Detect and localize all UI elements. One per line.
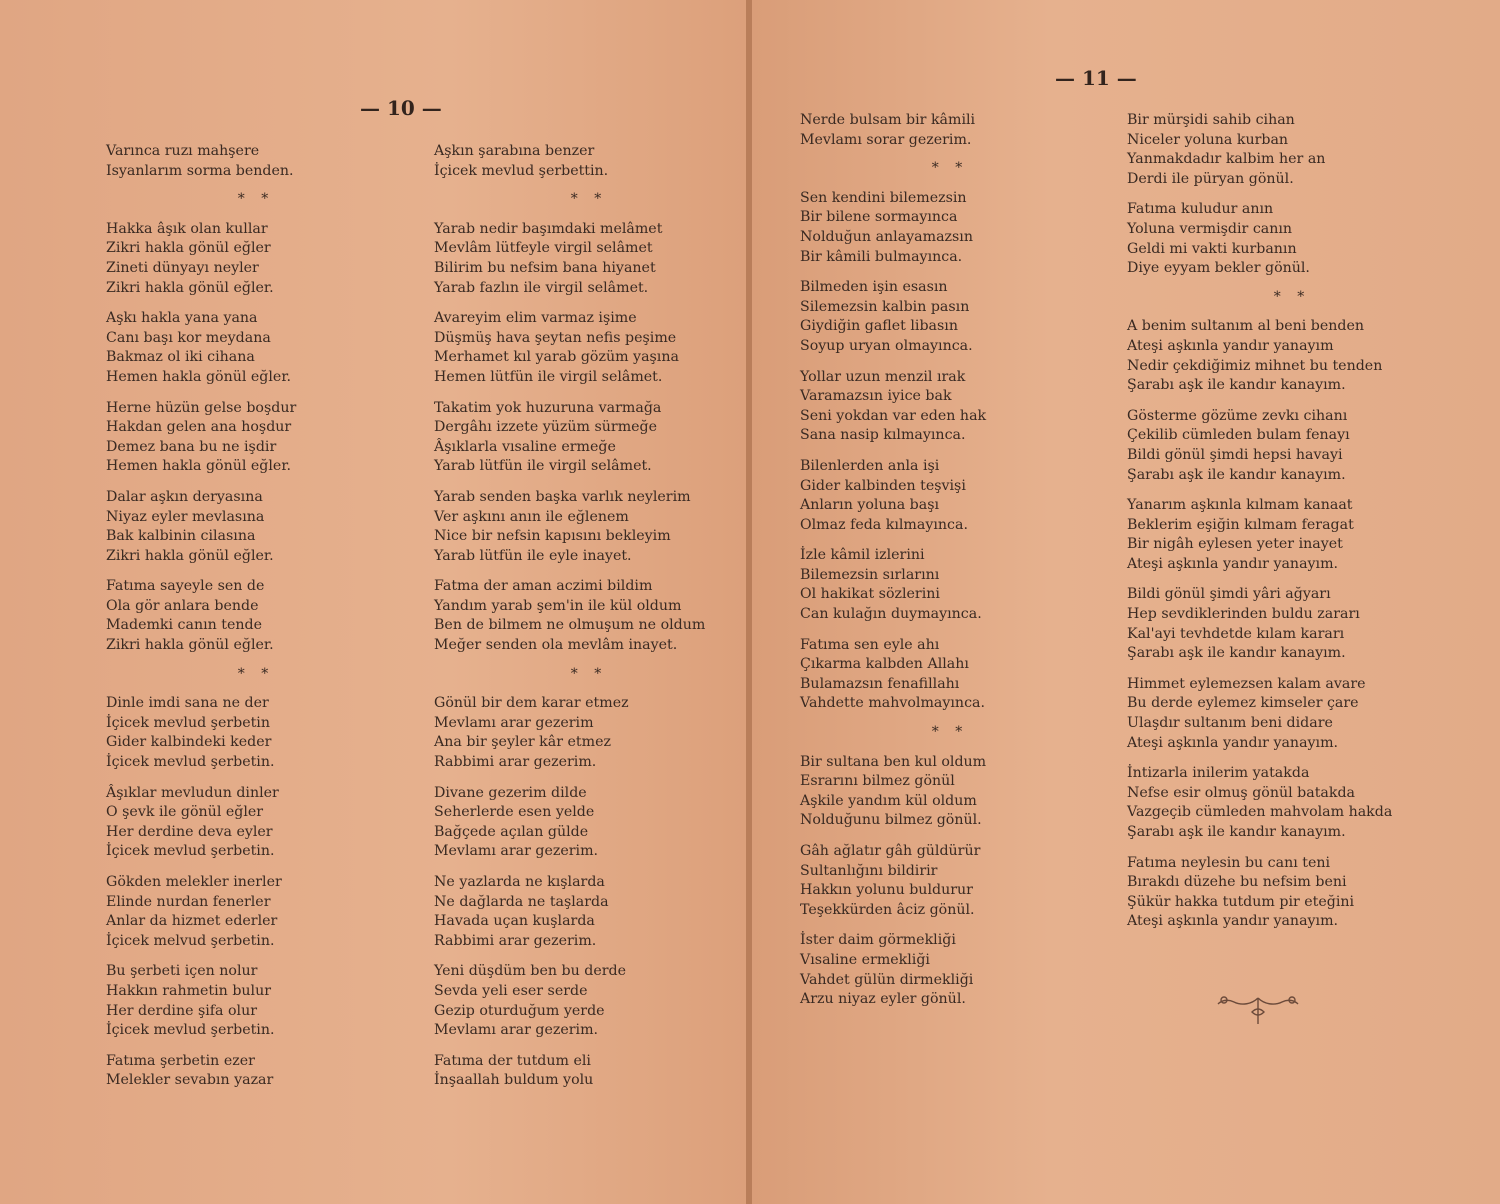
verse-line: Ulaşdır sultanım beni didare — [1127, 715, 1333, 732]
verse-line: Zikri hakla gönül eğler. — [106, 637, 274, 654]
left-page-column-1 — [106, 142, 406, 1102]
stanza-separator: * * — [931, 160, 969, 177]
verse-line: İçicek mevlud şerbetin. — [106, 843, 275, 860]
verse-line: Nedir çekdiğimiz mihnet bu tenden — [1127, 357, 1383, 374]
verse-line: Esrarını bilmez gönül — [800, 773, 955, 790]
stanza — [434, 309, 744, 387]
verse-line: Nerde bulsam bir kâmili — [800, 112, 976, 128]
stanza — [106, 399, 406, 477]
stanza — [434, 399, 744, 477]
verse-line: Zikri hakla gönül eğler — [106, 240, 271, 257]
verse-line: Şarabı aşk ile kandır kanayım. — [1127, 824, 1346, 840]
verse-line: Aşkın şarabına benzer — [434, 143, 595, 159]
stanza — [106, 577, 406, 655]
verse-line: Yeni düşdüm ben bu derde — [434, 963, 626, 980]
verse-line: Takatim yok huzuruna varmağa — [434, 399, 662, 416]
stanza — [800, 636, 1100, 714]
right-page-column-1 — [800, 111, 1100, 1021]
verse-line: Hemen hakla gönül eğler. — [106, 368, 292, 385]
verse-line: A benim sultanım al beni benden — [1127, 318, 1365, 335]
verse-line: Şarabı aşk ile kandır kanayım. — [1127, 466, 1346, 483]
verse-line: Mevlamı arar gezerim. — [434, 1022, 599, 1039]
left-page-column-2 — [434, 142, 744, 1102]
verse-line: İster daim görmekliği — [800, 932, 956, 949]
verse-line: Düşmüş hava şeytan nefis peşime — [434, 329, 677, 346]
verse-line: Vahdette mahvolmayınca. — [800, 695, 985, 712]
verse-line: Yarab senden başka varlık neylerim — [434, 488, 691, 505]
verse-line: Her derdine deva eyler — [106, 823, 273, 840]
verse-line: Gezip oturduğum yerde — [434, 1002, 605, 1019]
verse-line: Vahdet gülün dirmekliği — [800, 971, 974, 988]
verse-line: Himmet eylemezsen kalam avare — [1127, 675, 1366, 692]
verse-line: Fatıma neylesin bu canı teni — [1127, 854, 1331, 871]
verse-line: İzle kâmil izlerini — [800, 547, 925, 564]
verse-line: Mevlâm lütfeyle virgil selâmet — [434, 240, 653, 257]
stanza — [800, 111, 1100, 150]
verse-line: Soyup uryan olmayınca. — [800, 337, 973, 354]
verse-line: Canı başı kor meydana — [106, 329, 271, 346]
stanza — [434, 694, 744, 772]
verse-line: Ben de bilmem ne olmuşum ne oldum — [434, 617, 706, 634]
verse-line: Şarabı aşk ile kandır kanayım. — [1127, 645, 1346, 662]
verse-line: Arzu niyaz eyler gönül. — [800, 991, 966, 1008]
verse-line: Bilirim bu nefsim bana hiyanet — [434, 259, 656, 276]
stanza — [1127, 496, 1457, 574]
stanza — [106, 1052, 406, 1091]
verse-line: Ateşi aşkınla yandır yanayım — [1127, 337, 1334, 354]
verse-line: Zikri hakla gönül eğler. — [106, 547, 274, 564]
stanza-separator: * * — [570, 191, 608, 208]
verse-line: Ver aşkını anın ile eğlenem — [434, 508, 629, 525]
verse-line: Derdi ile püryan gönül. — [1127, 170, 1294, 187]
verse-line: Seni yokdan var eden hak — [800, 407, 987, 424]
stanza — [800, 842, 1100, 920]
verse-line: Vısaline ermekliği — [800, 951, 930, 968]
verse-line: Can kulağın duymayınca. — [800, 606, 982, 623]
verse-line: Gökden melekler inerler — [106, 874, 282, 890]
verse-line: Zikri hakla gönül eğler. — [106, 279, 274, 296]
right-page-column-2 — [1127, 111, 1457, 943]
verse-line: Şükür hakka tutdum pir eteğini — [1127, 893, 1355, 910]
verse-line: Niyaz eyler mevlasına — [106, 508, 265, 525]
verse-line: Nefse esir olmuş gönül batakda — [1127, 784, 1355, 801]
page-number-left: — 10 — — [360, 96, 442, 120]
verse-line: Fatıma kuludur anın — [1127, 201, 1274, 218]
stanza — [800, 457, 1100, 535]
page-number-right: — 11 — — [1055, 66, 1137, 90]
verse-line: Ana bir şeyler kâr etmez — [434, 734, 611, 751]
verse-line: Dergâhı izzete yüzüm sürmeğe — [434, 419, 658, 436]
verse-line: Fatıma sen eyle ahı — [800, 636, 940, 653]
verse-line: Yarab lütfün ile virgil selâmet. — [434, 458, 652, 475]
verse-line: O şevk ile gönül eğler — [106, 804, 264, 821]
verse-line: Ola gör anlara bende — [106, 597, 259, 614]
verse-line: Ne dağlarda ne taşlarda — [434, 893, 609, 910]
verse-line: Bildi gönül şimdi yâri ağyarı — [1127, 586, 1331, 603]
verse-line: Yarab fazlın ile virgil selâmet. — [434, 279, 649, 296]
stanza — [106, 784, 406, 862]
verse-line: Rabbimi arar gezerim. — [434, 932, 597, 949]
verse-line: Âşıklarla vısaline ermeğe — [434, 438, 616, 455]
stanza-separator: * * — [1273, 288, 1311, 305]
stanza — [106, 962, 406, 1040]
verse-line: Silemezsin kalbin pasın — [800, 298, 970, 315]
verse-line: Anlar da hizmet ederler — [106, 913, 278, 930]
verse-line: Fatıma sayeyle sen de — [106, 578, 265, 595]
verse-line: Vazgeçib cümleden mahvolam hakda — [1127, 804, 1393, 821]
stanza — [434, 488, 744, 566]
verse-line: Meğer senden ola mevlâm inayet. — [434, 637, 678, 654]
verse-line: Zineti dünyayı neyler — [106, 259, 259, 276]
verse-line: Dalar aşkın deryasına — [106, 488, 263, 505]
stanza — [800, 189, 1100, 267]
verse-line: Sana nasip kılmayınca. — [800, 427, 966, 444]
verse-line: Seherlerde esen yelde — [434, 804, 595, 821]
stanza-separator: * * — [931, 724, 969, 741]
verse-line: Bir bilene sormayınca — [800, 209, 958, 226]
stanza — [1127, 317, 1457, 395]
verse-line: Ol hakikat sözlerini — [800, 586, 940, 603]
floral-ornament-icon — [1212, 990, 1304, 1030]
stanza — [106, 142, 406, 181]
stanza — [1127, 854, 1457, 932]
verse-line: Bir nigâh eylesen yeter inayet — [1127, 536, 1343, 553]
verse-line: Bilemezsin sırlarını — [800, 566, 940, 583]
verse-line: Gider kalbinden teşvişi — [800, 477, 966, 494]
verse-line: Yoluna vermişdir canın — [1127, 220, 1293, 237]
stanza — [800, 753, 1100, 831]
verse-line: Fatıma şerbetin ezer — [106, 1052, 255, 1069]
verse-line: Dinle imdi sana ne der — [106, 695, 269, 712]
verse-line: Merhamet kıl yarab gözüm yaşına — [434, 349, 679, 366]
verse-line: Varamazsın iyice bak — [800, 388, 952, 405]
verse-line: Teşekkürden âciz gönül. — [800, 901, 975, 918]
verse-line: Elinde nurdan fenerler — [106, 893, 271, 910]
verse-line: Bilmeden işin esasın — [800, 279, 948, 296]
verse-line: Havada uçan kuşlarda — [434, 913, 595, 930]
verse-line: Ateşi aşkınla yandır yanayım. — [1127, 555, 1339, 572]
verse-line: Hakdan gelen ana hoşdur — [106, 419, 292, 436]
verse-line: Fatıma der tutdum eli — [434, 1052, 591, 1069]
stanza — [106, 488, 406, 566]
verse-line: Hemen lütfün ile virgil selâmet. — [434, 368, 663, 385]
stanza — [106, 873, 406, 951]
verse-line: Sevda yeli eser serde — [434, 982, 588, 999]
stanza-separator: * * — [570, 665, 608, 682]
verse-line: Âşıklar mevludun dinler — [106, 784, 279, 801]
verse-line: Niceler yoluna kurban — [1127, 131, 1289, 148]
verse-line: Rabbimi arar gezerim. — [434, 754, 597, 771]
verse-line: Yanmakdadır kalbim her an — [1127, 151, 1326, 168]
stanza — [800, 931, 1100, 1009]
stanza — [434, 577, 744, 655]
verse-line: Her derdine şifa olur — [106, 1002, 258, 1019]
stanza — [800, 278, 1100, 356]
verse-line: İçicek mevlud şerbetin. — [106, 754, 275, 771]
stanza — [1127, 585, 1457, 663]
stanza — [106, 220, 406, 298]
verse-line: Hakkın yolunu buldurur — [800, 882, 973, 899]
verse-line: İnşaallah buldum yolu — [434, 1072, 594, 1089]
verse-line: Şarabı aşk ile kandır kanayım. — [1127, 377, 1346, 394]
verse-line: Çıkarma kalbden Allahı — [800, 656, 969, 673]
verse-line: Sultanlığını bildirir — [800, 862, 938, 879]
verse-line: Herne hüzün gelse boşdur — [106, 399, 297, 416]
stanza — [106, 694, 406, 772]
verse-line: Olmaz feda kılmayınca. — [800, 516, 968, 533]
verse-line: Hep sevdiklerinden buldu zararı — [1127, 606, 1360, 623]
verse-line: Aşkile yandım kül oldum — [800, 792, 977, 809]
stanza-separator: * * — [237, 665, 275, 682]
stanza — [800, 546, 1100, 624]
verse-line: Yollar uzun menzil ırak — [800, 368, 966, 385]
verse-line: İçicek mevlud şerbettin. — [434, 162, 609, 179]
verse-line: Bir kâmili bulmayınca. — [800, 248, 963, 265]
verse-line: Mevlamı sorar gezerim. — [800, 131, 972, 148]
verse-line: Yarab nedir başımdaki melâmet — [434, 220, 663, 237]
stanza — [1127, 200, 1457, 278]
verse-line: Bulamazsın fenafillahı — [800, 675, 960, 692]
verse-line: Bir sultana ben kul oldum — [800, 753, 987, 770]
verse-line: Gâh ağlatır gâh güldürür — [800, 843, 981, 859]
verse-line: Ateşi aşkınla yandır yanayım. — [1127, 913, 1339, 930]
verse-line: İntizarla inilerim yatakda — [1127, 765, 1310, 782]
stanza — [106, 309, 406, 387]
verse-line: Diye eyyam bekler gönül. — [1127, 260, 1310, 277]
verse-line: Varınca ruzı mahşere — [106, 143, 260, 159]
stanza — [434, 784, 744, 862]
stanza — [434, 873, 744, 951]
verse-line: Mevlamı arar gezerim — [434, 714, 594, 731]
verse-line: Yandım yarab şem'in ile kül oldum — [434, 597, 682, 614]
verse-line: Gider kalbindeki keder — [106, 734, 272, 751]
verse-line: Hakkın rahmetin bulur — [106, 982, 271, 999]
stanza — [1127, 111, 1457, 189]
verse-line: Fatma der aman aczimi bildim — [434, 578, 653, 595]
verse-line: İçicek mevlud şerbetin. — [106, 1022, 275, 1039]
verse-line: Yarab lütfün ile eyle inayet. — [434, 547, 632, 564]
verse-line: Sen kendini bilemezsin — [800, 189, 967, 206]
verse-line: Yanarım aşkınla kılmam kanaat — [1127, 497, 1353, 514]
verse-line: Melekler sevabın yazar — [106, 1072, 274, 1089]
verse-line: Divane gezerim dilde — [434, 784, 587, 801]
verse-line: Bağçede açılan gülde — [434, 823, 589, 840]
verse-line: Hemen hakla gönül eğler. — [106, 458, 292, 475]
stanza-separator: * * — [237, 191, 275, 208]
stanza — [800, 368, 1100, 446]
verse-line: Avareyim elim varmaz işime — [434, 310, 637, 327]
verse-line: Gösterme gözüme zevkı cihanı — [1127, 407, 1348, 424]
stanza — [434, 142, 744, 181]
verse-line: Mademki canın tende — [106, 617, 263, 634]
verse-line: Nolduğun anlayamazsın — [800, 228, 973, 245]
verse-line: Bildi gönül şimdi hepsi havayi — [1127, 446, 1343, 463]
stanza — [434, 1052, 744, 1091]
verse-line: Anların yoluna başı — [800, 497, 940, 514]
verse-line: Bırakdı düzehe bu nefsim beni — [1127, 874, 1347, 891]
stanza — [1127, 675, 1457, 753]
verse-line: Bilenlerden anla işi — [800, 457, 940, 474]
verse-line: Gönül bir dem karar etmez — [434, 695, 629, 712]
verse-line: Bir mürşidi sahib cihan — [1127, 112, 1295, 128]
verse-line: Demez bana bu ne işdir — [106, 438, 277, 455]
verse-line: Aşkı hakla yana yana — [106, 310, 258, 327]
verse-line: Bak kalbinin cilasına — [106, 528, 256, 545]
verse-line: İçicek melvud şerbetin. — [106, 932, 275, 949]
verse-line: İçicek mevlud şerbetin — [106, 714, 270, 731]
verse-line: Bakmaz ol iki cihana — [106, 349, 255, 366]
verse-line: Bu derde eylemez kimseler çare — [1127, 695, 1359, 712]
stanza — [1127, 764, 1457, 842]
verse-line: Beklerim eşiğin kılmam feragat — [1127, 516, 1354, 533]
verse-line: Geldi mi vakti kurbanın — [1127, 240, 1297, 257]
verse-line: Ateşi aşkınla yandır yanayım. — [1127, 734, 1339, 751]
verse-line: Ne yazlarda ne kışlarda — [434, 874, 605, 890]
verse-line: Bu şerbeti içen nolur — [106, 963, 258, 980]
verse-line: Nice bir nefsin kapısını bekleyim — [434, 528, 671, 545]
verse-line: Kal'ayi tevhdetde kılam kararı — [1127, 625, 1345, 642]
stanza — [434, 220, 744, 298]
verse-line: Çekilib cümleden bulam fenayı — [1127, 427, 1350, 444]
verse-line: Nolduğunu bilmez gönül. — [800, 812, 982, 829]
verse-line: Mevlamı arar gezerim. — [434, 843, 599, 860]
verse-line: Hakka âşık olan kullar — [106, 220, 268, 237]
stanza — [1127, 407, 1457, 485]
verse-line: Isyanlarım sorma benden. — [106, 162, 294, 179]
verse-line: Giydiğin gaflet libasın — [800, 318, 958, 335]
stanza — [434, 962, 744, 1040]
